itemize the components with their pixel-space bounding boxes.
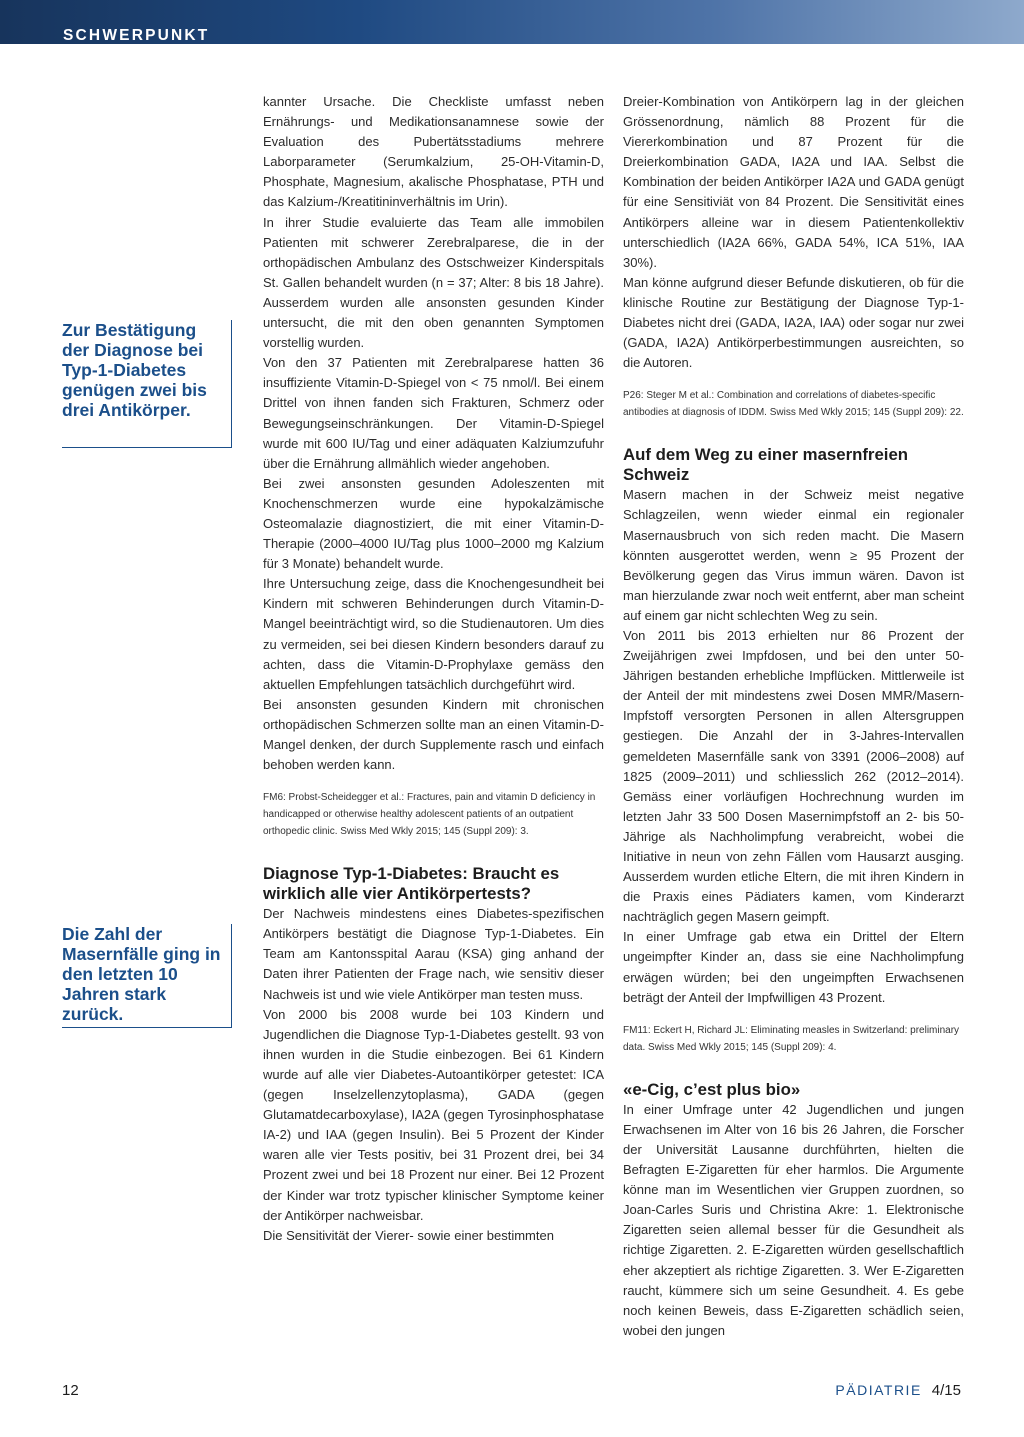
article-column-middle [263,92,604,1246]
body-paragraph: Der Nachweis mindestens eines Diabetes-spezifischen Antikörpers bestätigt die Diagnose Typ-1-Diabetes. Ein Team am Kantonsspital Aarau (KSA) ging anhand der Daten ihrer Patienten der Frage nach, wie sensitiv dieser Nachweis ist und wie viele Antikörper man testen muss. [263,906,604,1002]
pullquote-measles: Die Zahl der Masernfälle ging in den letzten 10 Jahren stark zurück. [62,924,232,1028]
article-column-right [623,92,964,1341]
body-paragraph: In ihrer Studie evaluierte das Team alle immobilen Patienten mit schwerer Zerebralparese, die in der orthopädischen Ambulanz des Ostschweizer Kinderspitals St. Gallen behandelt wurden (n = 37; Alter: 8 bis 18 Jahre). Ausserdem wurden alle ansonsten gesunden Kinder untersucht, die mit den oben genannten Symptomen vorstellig wurden. [263,214,604,351]
reference-citation: FM11: Eckert H, Richard JL: Eliminating measles in Switzerland: preliminary data. Swiss Med Wkly 2015; 145 (Suppl 209): 4. [623,1024,960,1053]
body-paragraph: In einer Umfrage gab etwa ein Drittel der Eltern ungeimpfter Kinder an, dass sie eine Nachholimpfung erwägen würden; bei den ungeimpften Erwachsenen beträgt der Anteil der Impfwilligen 43 Prozent. [623,929,964,1005]
body-paragraph: Von 2011 bis 2013 erhielten nur 86 Prozent der Zweijährigen zwei Impfdosen, und bei den unter 50-Jährigen bestanden erhebliche Impflücken. Mittlerweile ist der Anteil der mit mindestens zwei Dosen MMR/Masern-Impfstoff versorgten Personen in allen Altersgruppen gestiegen. Die Anzahl der in 3-Jahres-Intervallen gemeldeten Masernfälle sank von 3391 (2006–2008) auf 1825 (2009–2011) und schliesslich 262 (2012–2014). Gemäss einer vorläufigen Hochrechnung wurden im letzten Jahr 33 500 Dosen Masernimpfstoff an 2- bis 50-Jährige als Nachholimpfung verabreicht, wobei die Initiative in neun von zehn Fällen vom Hausarzt ausging. Ausserdem wurden etliche Eltern, die mit ihren Kindern in die Praxis eines Pädiaters kamen, vom Kinderarzt nachträglich gegen Masern geimpft. [623,627,964,925]
body-paragraph: Von 2000 bis 2008 wurde bei 103 Kindern und Jugendlichen die Diagnose Typ-1-Diabetes gestellt. 93 von ihnen wurden in die Studie einbezogen. Bei 61 Kindern wurde auf alle vier Diabetes-Autoantikörper getestet: ICA (gegen Inselzellenzytoplasma), GADA (gegen Glutamatdecarboxylase), IA2A (gegen Tyrosinphosphatase IA-2) und IAA (gegen Insulin). Bei 5 Prozent der Kinder waren alle vier Tests positiv, bei 31 Prozent drei, bei 34 Prozent zwei und bei 18 Prozent nur einer. Bei 12 Prozent der Kinder war trotz typischer klinischer Symptome keiner der Antikörper nachweisbar. [263,1006,604,1223]
reference-citation: FM6: Probst-Scheidegger et al.: Fractures, pain and vitamin D deficiency in handicapped or otherwise healthy adolescent patients of an outpatient orthopedic clinic. Swiss Med Wkly 2015; 145 (Suppl 209): 3. [263,792,596,838]
body-paragraph: Dreier-Kombination von Antikörpern lag in der gleichen Grössenordnung, nämlich 88 Prozent für die Viererkombination und 87 Prozent für die Dreierkombination GADA, IA2A und IAA. Selbst die Kombination der beiden Antikörper IA2A und GADA genügt für eine Sensitiviät von 84 Prozent. Die Sensitivität eines Antikörpers alleine war in diesem Patientenkollektiv unterschiedlich (IA2A 66%, GADA 54%, ICA 51%, IAA 30%). [623,94,964,270]
body-paragraph: Ihre Untersuchung zeige, dass die Knochengesundheit bei Kindern mit schweren Behinderungen durch Vitamin-D-Mangel beeinträchtigt wird, so die Studienautoren. Um dies zu vermeiden, sei bei diesen Kindern besonders darauf zu achten, dass die Vitamin-D-Prophylaxe gemäss den aktuellen Empfehlungen tatsächlich durchgeführt wird. [263,576,604,692]
section-heading-diabetes: Diagnose Typ-1-Diabetes: Braucht es wirklich alle vier Antikörpertests? [263,864,560,904]
body-paragraph: Bei ansonsten gesunden Kindern mit chronischen orthopädischen Schmerzen sollte man an einen Vitamin-D-Mangel denken, der durch Supplemente rasch und einfach behoben werden kann. [263,696,604,773]
body-paragraph: Die Sensitivität der Vierer- sowie einer bestimmten [263,1227,554,1243]
body-paragraph: In einer Umfrage unter 42 Jugendlichen und jungen Erwachsenen im Alter von 16 bis 26 Jahren, die Forscher der Universität Lausanne durchführten, hielten die Befragten E-Zigaretten für eher harmlos. Die Argumente könne man im Wesentlichen vier Gruppen zuordnen, so Joan-Carles Suris und Christina Akre: 1. Elektronische Zigaretten seien allemal besser für die Gesundheit als richtige Zigaretten. 2. E-Zigaretten würden gesellschaftlich eher akzeptiert als richtige Zigaretten. 3. Wer E-Zigaretten raucht, kümmere sich um seine Gesundheit. 4. Es gebe noch keinen Beweis, dass E-Zigaretten schädlich seien, wobei den jungen [623,1101,964,1338]
page-number: 12 [62,1382,79,1399]
issue-number: 4/15 [931,1382,961,1399]
body-paragraph: Von den 37 Patienten mit Zerebralparese hatten 36 insuffiziente Vitamin-D-Spiegel von < 75 nmol/l. Bei einem Drittel von ihnen fanden sich Frakturen, Schmerz oder Bewegungseinschränkungen. Der Vitamin-D-Spiegel wurde mit 600 IU/Tag und einer adäquaten Kalziumzufuhr über die Ernährung allmählich wieder angehoben. [263,355,604,471]
section-heading-measles: Auf dem Weg zu einer masernfreien Schweiz [623,445,909,485]
reference-citation: P26: Steger M et al.: Combination and correlations of diabetes-specific antibodies at diagnosis of IDDM. Swiss Med Wkly 2015; 145 (Suppl 209): 22. [623,390,964,419]
body-paragraph: Man könne aufgrund dieser Befunde diskutieren, ob für die klinische Routine zur Bestätigung der Diagnose Typ-1-Diabetes nicht drei (GADA, IA2A, IAA) oder sogar nur zwei (GADA, IA2A) Antikörperbestimmungen ausreichten, so die Autoren. [623,274,964,371]
pullquote-diabetes: Zur Bestätigung der Diagnose bei Typ-1-Diabetes genügen zwei bis drei Antikörper. [62,320,232,448]
body-paragraph: Masern machen in der Schweiz meist negative Schlagzeilen, wenn wieder einmal ein regionaler Masernausbruch von sich reden macht. Die Masern könnten ausgerottet werden, wenn ≥ 95 Prozent der Bevölkerung gegen das Virus immun wären. Davon ist man hierzulande zwar noch weit entfernt, aber man scheint auf einem gar nicht schlechten Weg zu sein. [623,487,964,623]
section-heading-ecig: «e-Cig, c’est plus bio» [623,1079,801,1099]
body-paragraph: Bei zwei ansonsten gesunden Adoleszenten mit Knochenschmerzen wurde eine hypokalzämische Osteomalazie diagnostiziert, die mit einer Vitamin-D-Therapie (2000–4000 IU/Tag plus 1000–2000 mg Kalzium für 3 Monate) behandelt wurde. [263,475,604,572]
journal-name: PÄDIATRIE [835,1382,922,1398]
journal-footer [835,1382,961,1399]
body-paragraph: kannter Ursache. Die Checkliste umfasst neben Ernährungs- und Medikationsanamnese sowie der Evaluation des Pubertätsstadiums mehrere Laborparameter (Serumkalzium, 25-OH-Vitamin-D, Phosphate, Magnesium, akalische Phosphatase, PTH und das Kalzium-/Kreatitininverhältnis im Urin). [263,94,604,210]
section-label: SCHWERPUNKT [63,27,210,44]
